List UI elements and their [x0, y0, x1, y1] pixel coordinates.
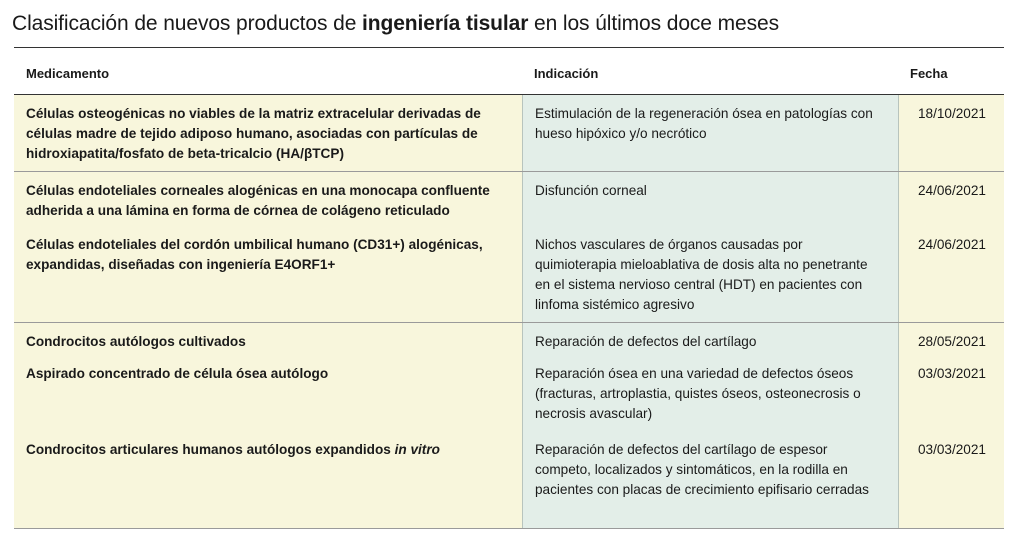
cell-indicacion: Reparación de defectos del cartílago [522, 323, 898, 359]
cell-fecha: 24/06/2021 [898, 226, 1004, 322]
cell-medicamento: Condrocitos autólogos cultivados [14, 323, 522, 359]
header-medicamento: Medicamento [14, 48, 522, 94]
cell-fecha: 28/05/2021 [898, 323, 1004, 359]
table-row [14, 226, 1004, 323]
products-table [14, 48, 1004, 529]
cell-fecha: 03/03/2021 [898, 355, 1004, 431]
table-row [14, 172, 1004, 226]
cell-indicacion: Nichos vasculares de órganos causadas por quimioterapia mieloablativa de dosis alta no penetrante en el sistema nervioso central (HDT) en pacientes con linfoma sistémico agresivo [522, 226, 898, 322]
cell-medicamento: Células osteogénicas no viables de la matriz extracelular derivadas de células madre de tejido adiposo humano, asociadas con partículas de hidroxiapatita/fosfato de beta-tricalcio (HA/βTCP) [14, 95, 522, 171]
table-header-row [14, 48, 1004, 95]
cell-indicacion: Reparación ósea en una variedad de defectos óseos (fracturas, artroplastia, quistes óseos, osteonecrosis o necrosis avascular) [522, 355, 898, 431]
title-bold-text: ingeniería tisular [362, 12, 529, 35]
cell-fecha: 18/10/2021 [898, 95, 1004, 171]
title-text: Clasificación de nuevos productos de [12, 12, 363, 35]
table-row [14, 95, 1004, 172]
page-title [12, 12, 779, 36]
cell-medicamento-text: Condrocitos articulares humanos autólogos expandidos [26, 442, 395, 457]
cell-fecha: 03/03/2021 [898, 431, 1004, 528]
cell-indicacion: Disfunción corneal [522, 172, 898, 228]
cell-fecha: 24/06/2021 [898, 172, 1004, 228]
cell-medicamento: Células endoteliales corneales alogénicas en una monocapa confluente adherida a una lámina en forma de córnea de colágeno reticulado [14, 172, 522, 228]
table-row [14, 323, 1004, 355]
cell-indicacion: Estimulación de la regeneración ósea en patologías con hueso hipóxico y/o necrótico [522, 95, 898, 171]
cell-indicacion: Reparación de defectos del cartílago de espesor competo, localizados y sintomáticos, en la rodilla en pacientes con placas de crecimiento epifisario cerradas [522, 431, 898, 528]
cell-medicamento: Células endoteliales del cordón umbilical humano (CD31+) alogénicas, expandidas, diseñadas con ingeniería E4ORF1+ [14, 226, 522, 322]
header-fecha: Fecha [898, 48, 1004, 94]
cell-medicamento-italic: in vitro [394, 442, 440, 457]
table-row [14, 431, 1004, 529]
cell-medicamento: Aspirado concentrado de célula ósea autólogo [14, 355, 522, 431]
cell-medicamento [14, 431, 522, 528]
title-text-end: en los últimos doce meses [528, 12, 779, 35]
table-row [14, 355, 1004, 431]
header-indicacion: Indicación [522, 48, 898, 94]
